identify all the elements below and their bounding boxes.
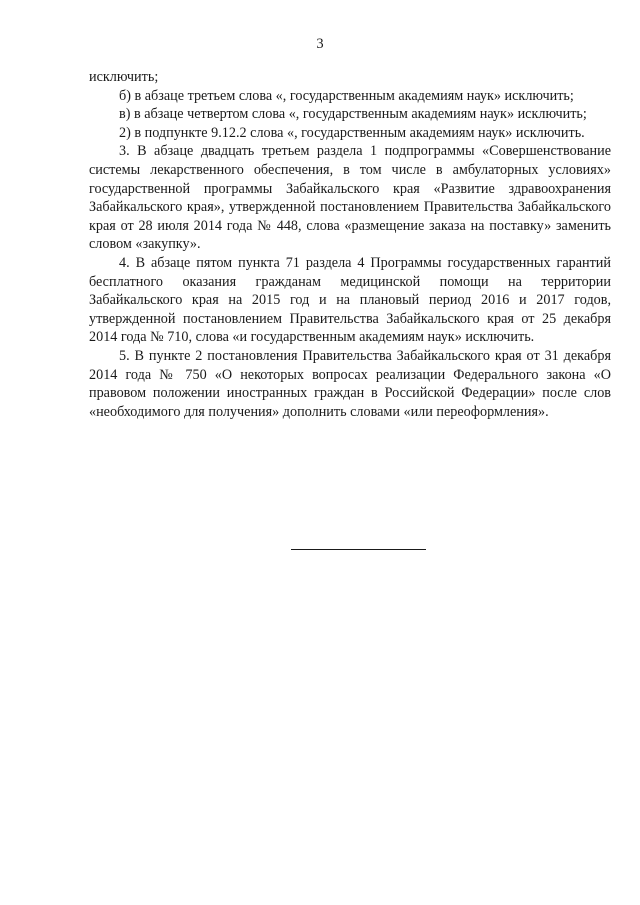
paragraph-item-b: б) в абзаце третьем слова «, государственным академиям наук» исключить;: [119, 87, 574, 104]
page-number: 3: [316, 36, 324, 52]
paragraph-item-2: 2) в подпункте 9.12.2 слова «, государственным академиям наук» исключить.: [119, 124, 585, 141]
end-separator-line: [291, 549, 426, 550]
paragraph-item-4: 4. В абзаце пятом пункта 71 раздела 4 Программы государственных гарантий бесплатного оказания гражданам медицинской помощи на территории Забайкальского края на 2015 год и на плановый период 2016 и 2017 годов, утвержденной постановлением Правительства Забайкальского края от 25 декабря 2014 года № 710, слова «и государственным академиям наук» исключить.: [89, 254, 611, 346]
document-body: [89, 68, 611, 421]
paragraph-item-v: в) в абзаце четвертом слова «, государственным академиям наук» исключить;: [119, 106, 587, 123]
paragraph-continuation: исключить;: [89, 69, 159, 85]
paragraph-item-3: 3. В абзаце двадцать третьем раздела 1 подпрограммы «Совершенствование системы лекарственного обеспечения, в том числе в амбулаторных условиях» государственной программы Забайкальского края «Развитие здравоохранения Забайкальского края», утвержденной постановлением Правительства Забайкальского края от 28 июля 2014 года № 448, слова «размещение заказа на поставку» заменить словом «закупку».: [89, 143, 611, 253]
paragraph-item-5: 5. В пункте 2 постановления Правительства Забайкальского края от 31 декабря 2014 года № 750 «О некоторых вопросах реализации Федерального закона «О правовом положении иностранных граждан в Российской Федерации» после слов «необходимого для получения» дополнить словами «или переоформления».: [89, 347, 611, 420]
